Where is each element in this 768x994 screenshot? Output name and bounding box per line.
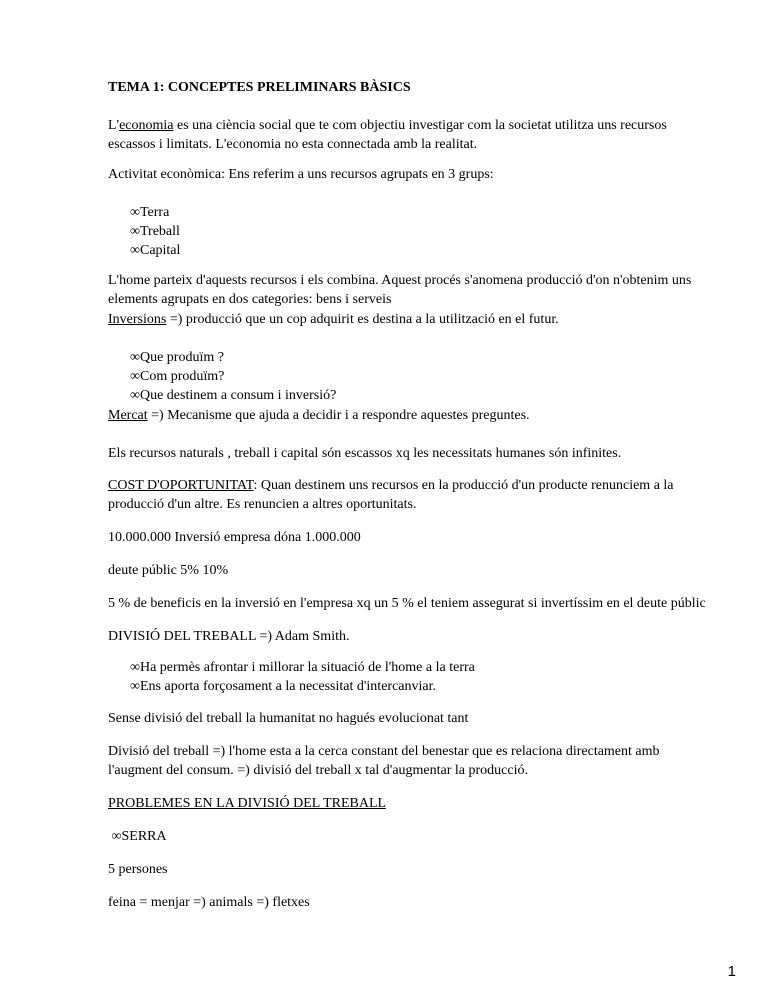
paragraph-activitat: Activitat econòmica: Ens referim a uns recursos agrupats en 3 grups: — [108, 167, 494, 182]
term-economia: economia — [119, 118, 174, 133]
paragraph-text: =) producció que un cop adquirit es destina a la utilització en el futur. — [166, 312, 559, 327]
paragraph-feina: feina = menjar =) animals =) fletxes — [108, 895, 310, 910]
list-item: ∞Ens aporta forçosament a la necessitat d'intercanviar. — [130, 679, 436, 694]
paragraph-economia — [108, 116, 714, 154]
divisio-list — [130, 658, 475, 696]
paragraph-inversions — [108, 310, 714, 329]
paragraph-mercat — [108, 406, 714, 425]
list-item: ∞Que destinem a consum i inversió? — [130, 388, 337, 403]
term-cost-oportunitat: COST D'OPORTUNITAT — [108, 478, 254, 493]
term-mercat: Mercat — [108, 408, 148, 423]
paragraph-produccio: L'home parteix d'aquests recursos i els combina. Aquest procés s'anomena producció d'on n'obtenim uns elements agrupats en dos categories: bens i serveis — [108, 273, 692, 307]
paragraph-cost-oportunitat — [108, 476, 714, 514]
list-item: ∞Treball — [130, 224, 180, 239]
paragraph-text: es una ciència social que te com objectiu investigar com la societat utilitza uns recursos escassos i limitats. L'economia no esta connectada amb la realitat. — [108, 118, 667, 152]
term-inversions: Inversions — [108, 312, 167, 327]
paragraph-beneficis: 5 % de beneficis en la inversió en l'empresa xq un 5 % el teniem assegurat si invertíssim en el deute públic — [108, 596, 706, 611]
paragraph-divisio-consum: Divisió del treball =) l'home esta a la cerca constant del benestar que es relaciona directament amb l'augment del consum. =) divisió del treball x tal d'augmentar la producció. — [108, 744, 660, 778]
paragraph-prefix: L' — [108, 118, 120, 133]
paragraph-text: : Quan destinem uns recursos en la producció d'un producte renunciem a la producció d'un altre. Es renuncien a altres oportunitats. — [108, 478, 674, 512]
list-item: ∞Que produïm ? — [130, 350, 224, 365]
list-item: ∞Capital — [130, 243, 181, 258]
paragraph-sense-divisio: Sense divisió del treball la humanitat no hagués evolucionat tant — [108, 711, 469, 726]
paragraph-text: =) Mecanisme que ajuda a decidir i a respondre aquestes preguntes. — [147, 408, 530, 423]
page-number: 1 — [727, 963, 736, 980]
paragraph-deute-public: deute públic 5% 10% — [108, 563, 229, 578]
paragraph-serra: ∞SERRA — [108, 829, 167, 844]
paragraph-inversio-empresa: 10.000.000 Inversió empresa dóna 1.000.000 — [108, 530, 361, 545]
list-item: ∞Terra — [130, 205, 170, 220]
questions-list — [130, 348, 336, 405]
document-title: TEMA 1: CONCEPTES PRELIMINARS BÀSICS — [108, 80, 411, 95]
section-heading-problemes: PROBLEMES EN LA DIVISIÓ DEL TREBALL — [108, 796, 387, 811]
list-item: ∞Com produïm? — [130, 369, 225, 384]
list-item: ∞Ha permès afrontar i millorar la situació de l'home a la terra — [130, 660, 475, 675]
resources-list — [130, 203, 180, 260]
paragraph-recursos: Els recursos naturals , treball i capital són escassos xq les necessitats humanes són infinites. — [108, 446, 622, 461]
paragraph-divisio-treball: DIVISIÓ DEL TREBALL =) Adam Smith. — [108, 629, 350, 644]
paragraph-persones: 5 persones — [108, 862, 168, 877]
